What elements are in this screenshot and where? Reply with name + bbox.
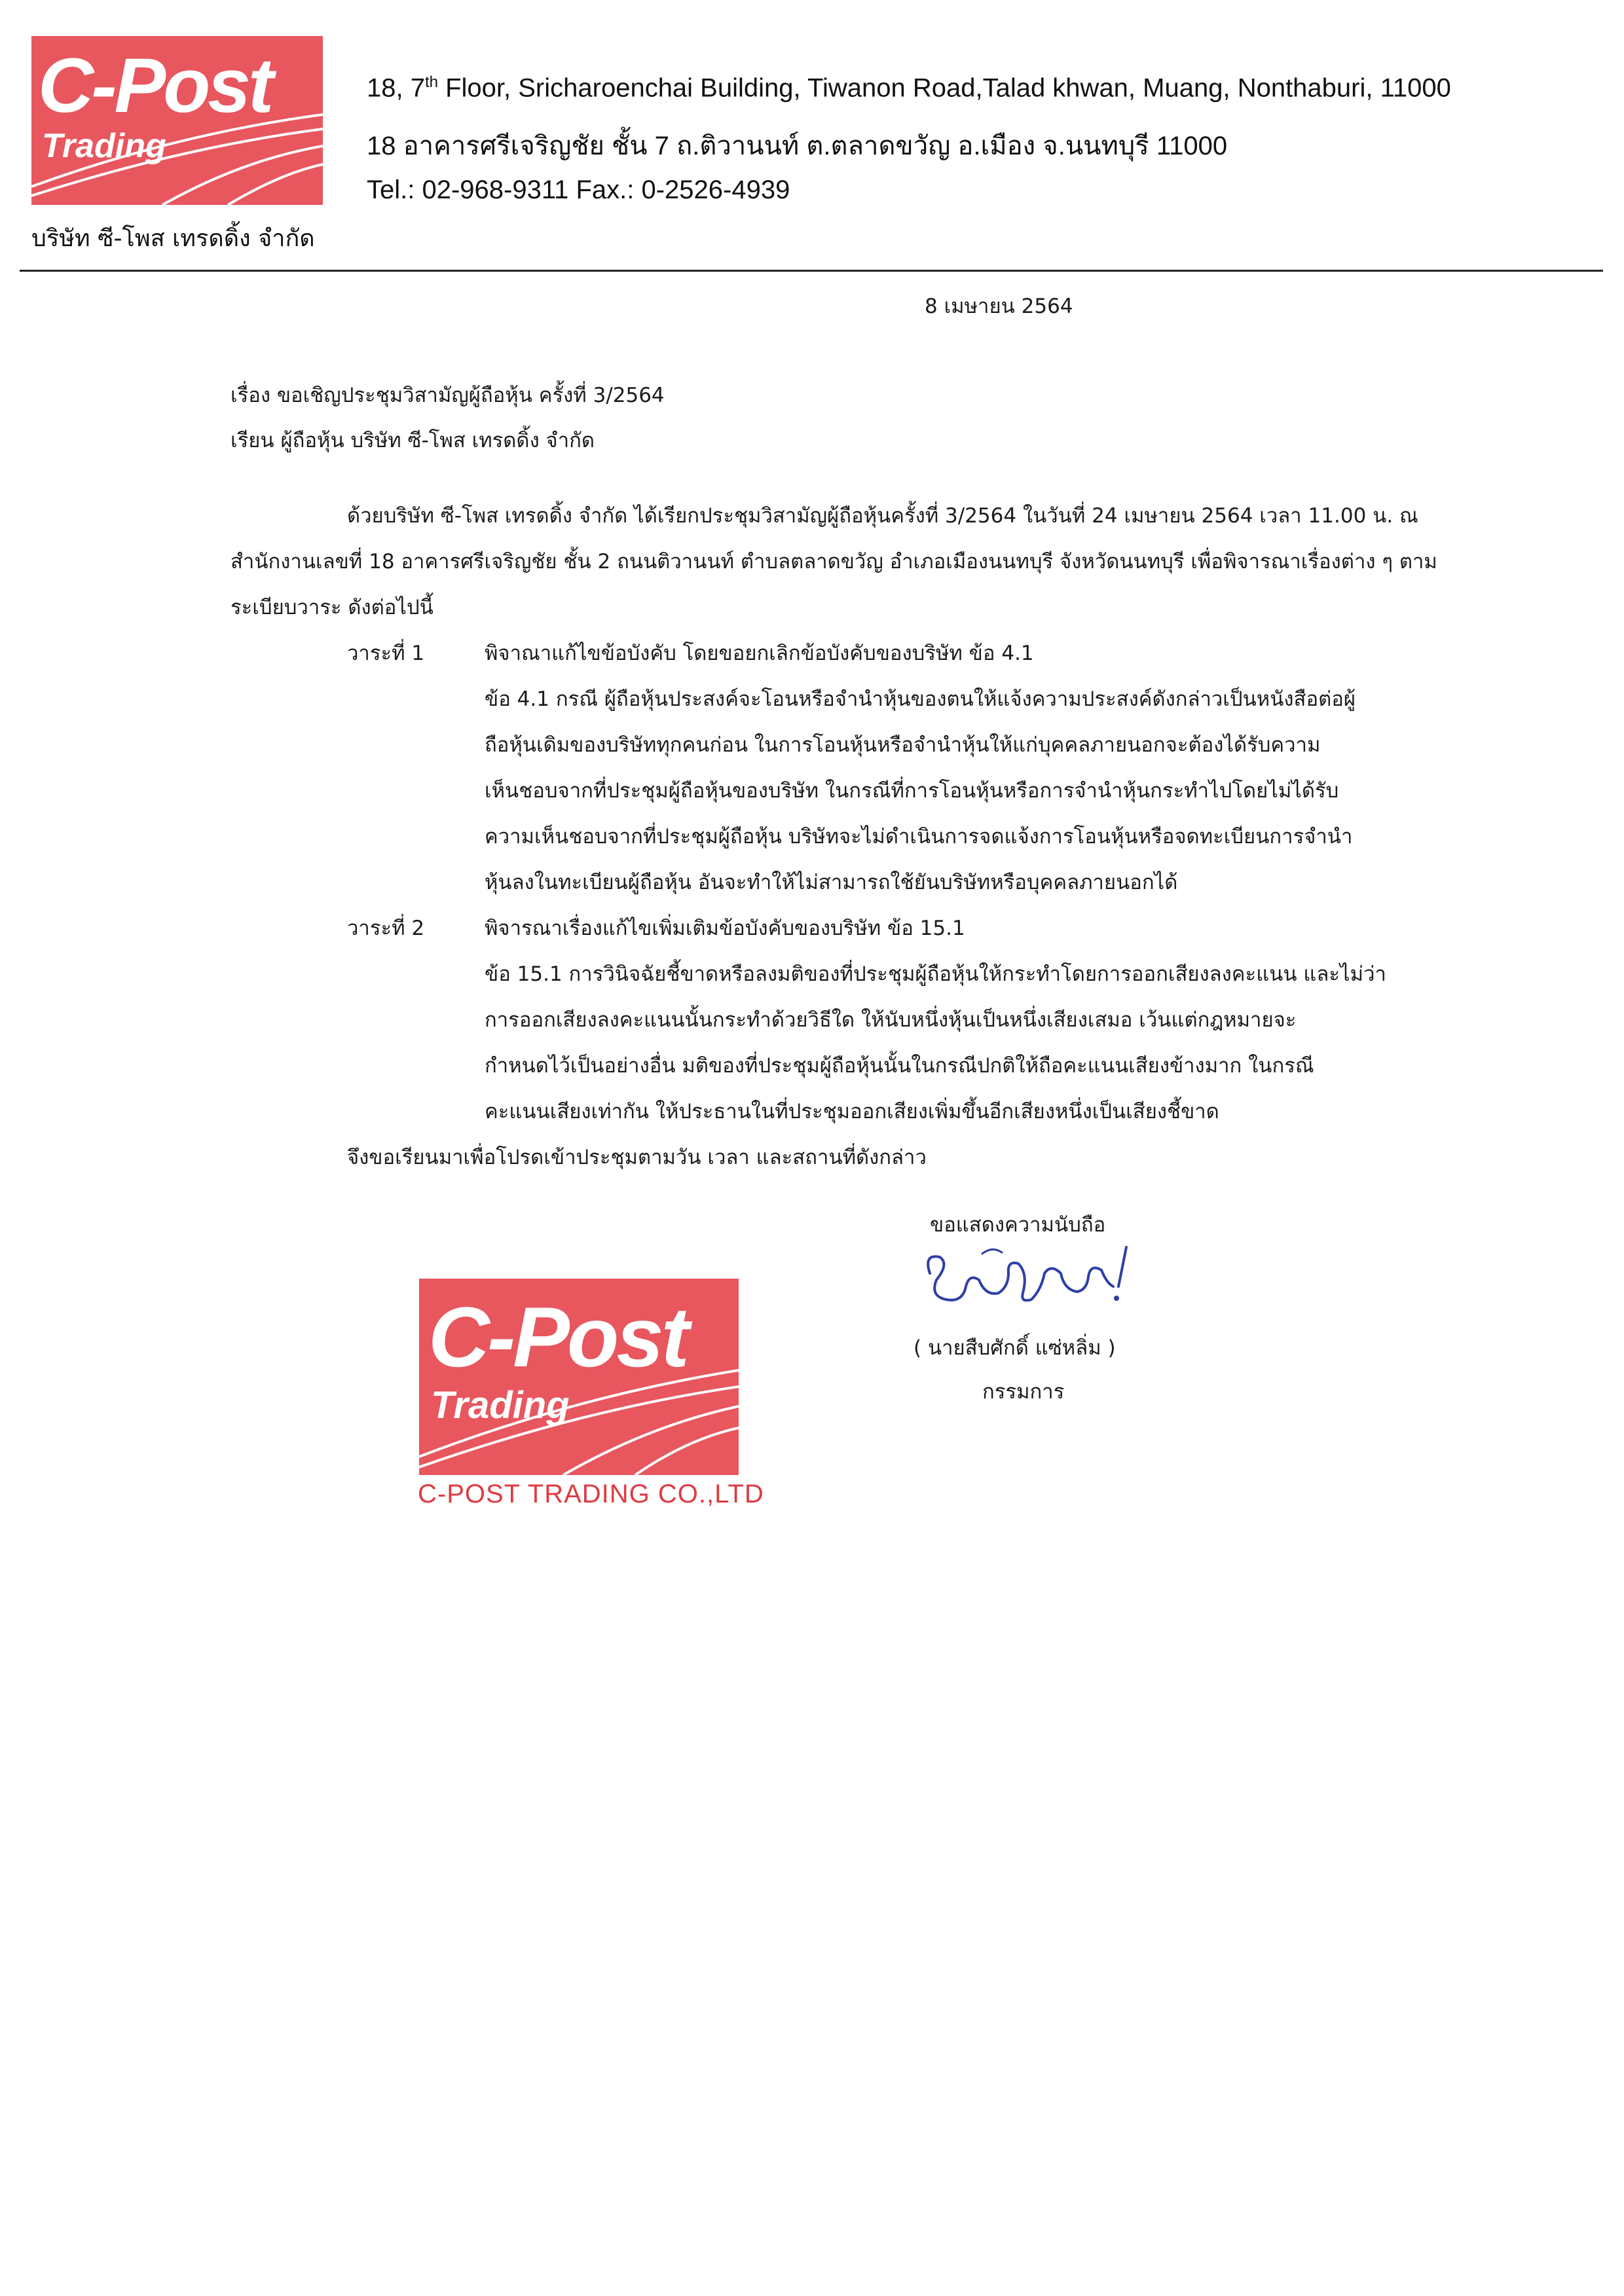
handwritten-signature — [910, 1234, 1159, 1319]
intro-line: ด้วยบริษัท ซี-โพส เทรดดิ้ง จำกัด ได้เรียกประชุมวิสามัญผู้ถือหุ้นครั้งที่ 3/2564 ในวันที่ 24 เมษายน 2564 เวลา 11.00 น. ณ — [347, 504, 1418, 528]
letter-date: 8 เมษายน 2564 — [925, 295, 1073, 318]
signatory-name: ( นายสืบศักดิ์ แซ่หลิ่ม ) — [913, 1336, 1116, 1360]
intro-line: สำนักงานเลขที่ 18 อาคารศรีเจริญชัย ชั้น 2 ถนนติวานนท์ ตำบลตลาดขวัญ อำเภอเมืองนนทบุรี จังหวัดนนทบุรี เพื่อพิจารณาเรื่องต่าง ๆ ตาม — [231, 550, 1437, 574]
company-name-thai: บริษัท ซี-โพส เทรดดิ้ง จำกัด — [31, 225, 315, 252]
address-en-rest: Floor, Sricharoenchai Building, Tiwanon Road,Talad khwan, Muang, Nonthaburi, 11000 — [437, 73, 1451, 103]
header-divider — [20, 270, 1603, 272]
address-english — [367, 73, 1451, 103]
agenda-2-title: พิจารณาเรื่องแก้ไขเพิ่มเติมข้อบังคับของบริษัท ข้อ 15.1 — [485, 917, 965, 940]
agenda-1-line: ถือหุ้นเดิมของบริษัททุกคนก่อน ในการโอนหุ้นหรือจำนำหุ้นให้แก่บุคคลภายนอกจะต้องได้รับความ — [485, 733, 1321, 757]
address-en-superscript: th — [424, 73, 438, 91]
letter-recipient: เรียน ผู้ถือหุ้น บริษัท ซี-โพส เทรดดิ้ง จำกัด — [231, 429, 595, 452]
letter-subject: เรื่อง ขอเชิญประชุมวิสามัญผู้ถือหุ้น ครั้งที่ 3/2564 — [231, 384, 665, 407]
contact-line: Tel.: 02-968-9311 Fax.: 0-2526-4939 — [367, 175, 790, 204]
agenda-1-line: หุ้นลงในทะเบียนผู้ถือหุ้น อันจะทำให้ไม่สามารถใช้ยันบริษัทหรือบุคคลภายนอกได้ — [485, 871, 1178, 894]
agenda-2-line: การออกเสียงลงคะแนนนั้นกระทำด้วยวิธีใด ให้นับหนึ่งหุ้นเป็นหนึ่งเสียงเสมอ เว้นแต่กฎหมายจะ — [485, 1008, 1297, 1032]
agenda-2-line: ข้อ 15.1 การวินิจฉัยชี้ขาดหรือลงมติของที่ประชุมผู้ถือหุ้นให้กระทำโดยการออกเสียงลงคะแนน และไม่ว่า — [485, 962, 1386, 986]
address-thai: 18 อาคารศรีเจริญชัย ชั้น 7 ถ.ติวานนท์ ต.ตลาดขวัญ อ.เมือง จ.นนทบุรี 11000 — [367, 132, 1228, 160]
signatory-title: กรรมการ — [982, 1380, 1065, 1404]
company-logo — [31, 36, 323, 205]
agenda-2-line: คะแนนเสียงเท่ากัน ให้ประธานในที่ประชุมออกเสียงเพิ่มขึ้นอีกเสียงหนึ่งเป็นเสียงชี้ขาด — [485, 1100, 1219, 1123]
logo-wordmark: C-Post — [38, 43, 272, 129]
stamp-wordmark: C-Post — [428, 1289, 687, 1385]
logo-subtext: Trading — [42, 127, 166, 165]
company-stamp — [419, 1279, 739, 1475]
agenda-1-label: วาระที่ 1 — [347, 642, 425, 665]
agenda-1-line: เห็นชอบจากที่ประชุมผู้ถือหุ้นของบริษัท ในกรณีที่การโอนหุ้นหรือการจำนำหุ้นกระทำไปโดยไม่ได้รับ — [485, 779, 1339, 803]
agenda-1-line: ข้อ 4.1 กรณี ผู้ถือหุ้นประสงค์จะโอนหรือจำนำหุ้นของตนให้แจ้งความประสงค์ดังกล่าวเป็นหนังสือต่อผู้ — [485, 687, 1356, 711]
address-en-number: 18, 7 — [367, 73, 425, 103]
complimentary-close: ขอแสดงความนับถือ — [930, 1213, 1106, 1237]
stamp-subtext: Trading — [431, 1384, 570, 1427]
closing-sentence: จึงขอเรียนมาเพื่อโปรดเข้าประชุมตามวัน เวลา และสถานที่ดังกล่าว — [347, 1146, 927, 1169]
stamp-caption: C-POST TRADING CO.,LTD — [418, 1480, 764, 1508]
agenda-2-line: กำหนดไว้เป็นอย่างอื่น มติของที่ประชุมผู้ถือหุ้นนั้นในกรณีปกติให้ถือคะแนนเสียงข้างมาก ในกรณี — [485, 1054, 1314, 1078]
agenda-1-line: ความเห็นชอบจากที่ประชุมผู้ถือหุ้น บริษัทจะไม่ดำเนินการจดแจ้งการโอนหุ้นหรือจดทะเบียนการจำนำ — [485, 825, 1353, 848]
intro-line: ระเบียบวาระ ดังต่อไปนี้ — [231, 596, 434, 619]
agenda-1-title: พิจาณาแก้ไขข้อบังคับ โดยขอยกเลิกข้อบังคับของบริษัท ข้อ 4.1 — [485, 642, 1034, 665]
agenda-2-label: วาระที่ 2 — [347, 917, 425, 940]
